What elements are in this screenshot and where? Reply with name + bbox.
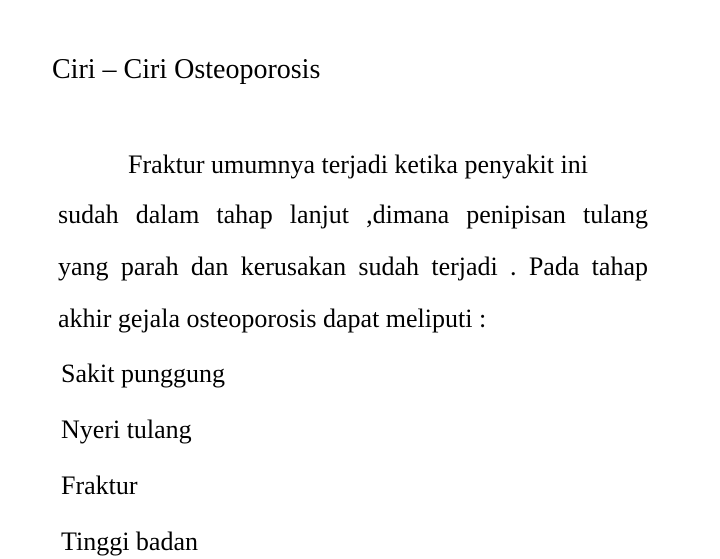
- paragraph-line: yang parah dan kerusakan sudah terjadi . Pada tahap: [58, 252, 648, 281]
- page-title: Ciri – Ciri Osteoporosis: [52, 54, 321, 85]
- list-item: Fraktur: [61, 471, 138, 500]
- paragraph-line: sudah dalam tahap lanjut ,dimana penipisan tulang: [58, 200, 648, 229]
- paragraph-line: Fraktur umumnya terjadi ketika penyakit ini: [128, 150, 588, 179]
- list-item: Tinggi badan: [61, 527, 198, 556]
- list-item: Nyeri tulang: [61, 415, 192, 444]
- paragraph-line: akhir gejala osteoporosis dapat meliputi :: [58, 304, 487, 333]
- list-item: Sakit punggung: [61, 359, 225, 388]
